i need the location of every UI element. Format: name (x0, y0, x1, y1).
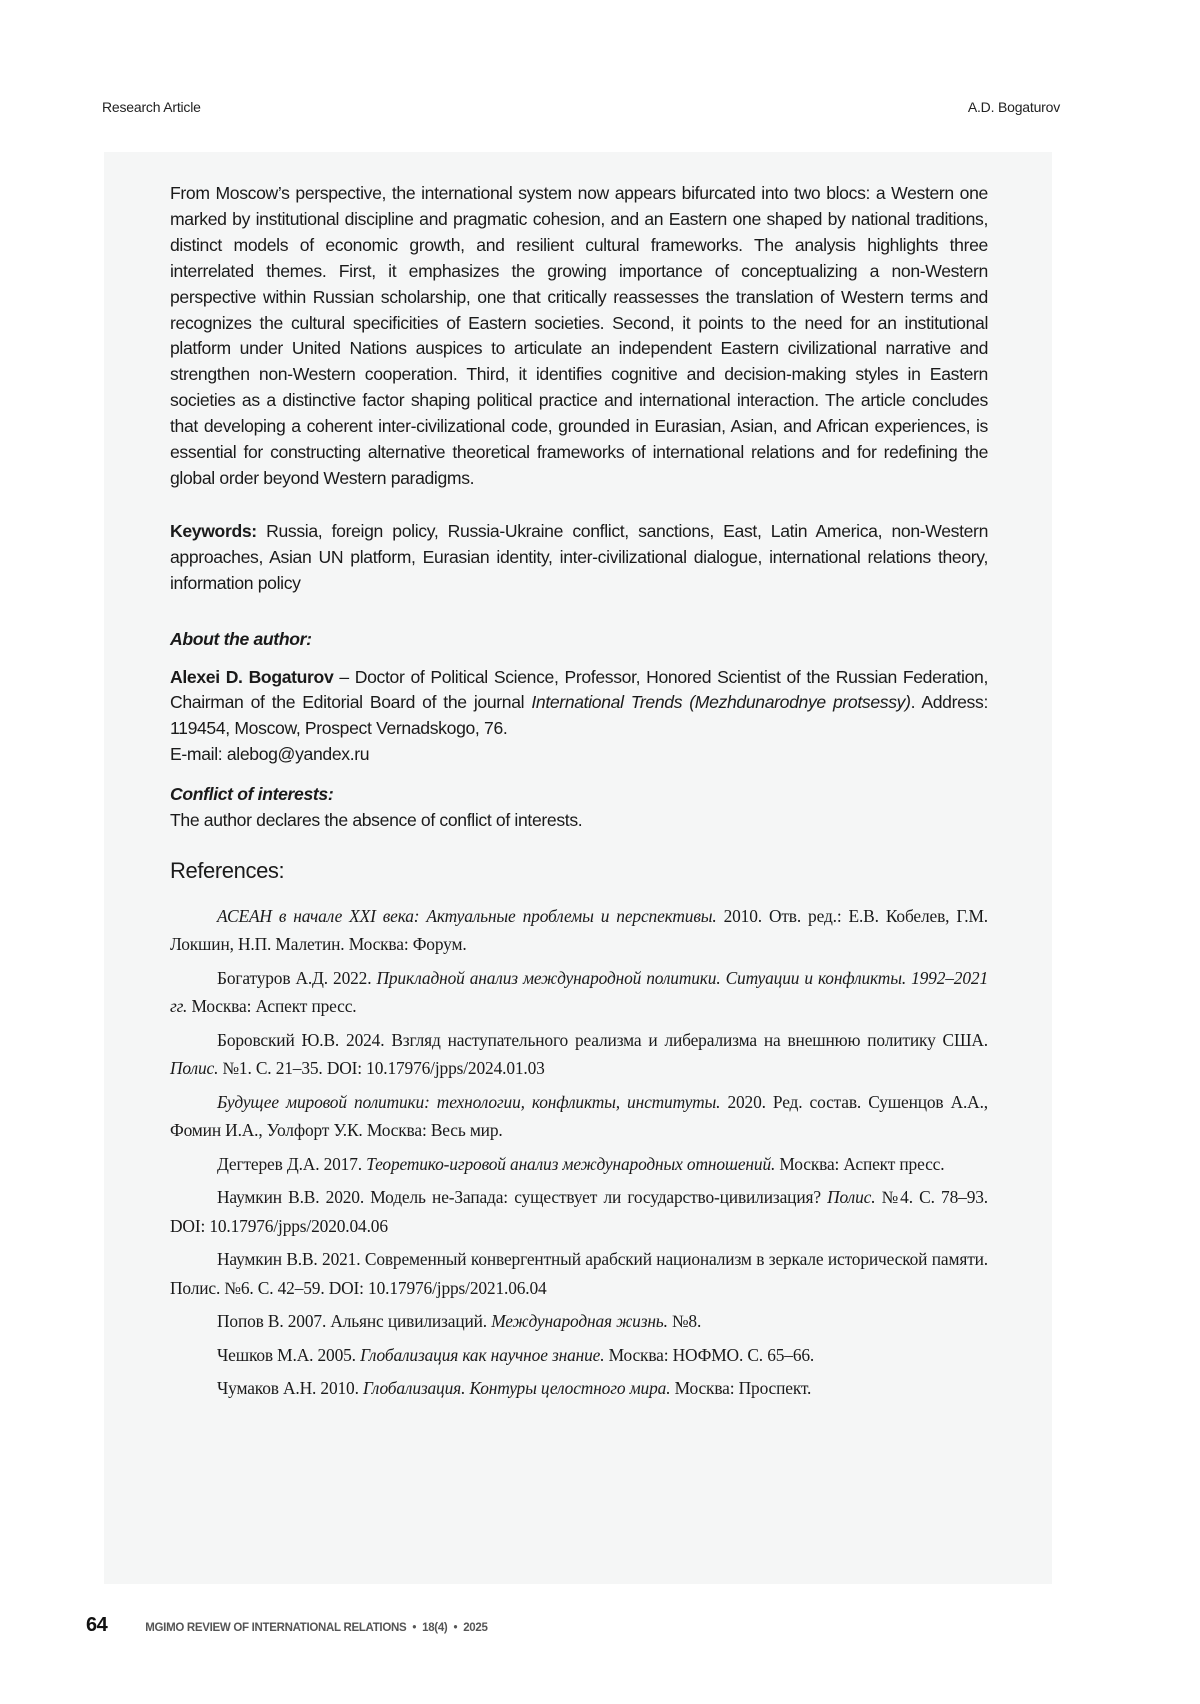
ref-text: Богатуров А.Д. 2022. (217, 967, 377, 988)
ref-title: Международная жизнь. (491, 1311, 668, 1332)
ref-text: Москва: НОФМО. С. 65–66. (604, 1344, 815, 1365)
reference-item (170, 902, 988, 959)
separator: • (453, 1622, 458, 1634)
references-list (170, 902, 988, 1403)
reference-item (170, 964, 988, 1021)
author-desc: – Doctor of Political Science, Professor, Honored Scientist of the Russian Federation, Chairman of the Editorial Board of the journal (170, 666, 989, 713)
journal-title-text: MGIMO REVIEW OF INTERNATIONAL RELATIONS (145, 1622, 407, 1634)
ref-title: Прикладной анализ международной политики. Ситуации и конфликты. 1992–2021 гг. (170, 967, 988, 1017)
ref-title: Полис. (170, 1058, 219, 1079)
ref-text: 2010. Отв. ред.: Е.В. Кобелев, Г.М. Локшин, Н.П. Малетин. Москва: Форум. (170, 905, 988, 955)
journal-name (145, 1622, 487, 1634)
keywords-label: Keywords: (170, 520, 257, 541)
reference-item (170, 1245, 988, 1302)
article-content (170, 181, 988, 1408)
about-author-heading: About the author: (170, 628, 312, 649)
author-name: Alexei D. Bogaturov (170, 666, 334, 687)
ref-text: Москва: Проспект. (670, 1378, 812, 1399)
ref-text: Дегтерев Д.А. 2017. (217, 1153, 367, 1174)
ref-text: Попов В. 2007. Альянс цивилизаций. (217, 1311, 492, 1332)
ref-text: Москва: Аспект пресс. (775, 1153, 945, 1174)
ref-text: Москва: Аспект пресс. (187, 996, 357, 1017)
ref-text: Наумкин В.В. 2020. Модель не-Запада: существует ли государство-цивилизация? (217, 1187, 828, 1208)
reference-item (170, 1307, 988, 1336)
ref-text: №1. С. 21–35. DOI: 10.17976/jpps/2024.01.03 (218, 1058, 545, 1079)
author-address: . Address: 119454, Moscow, Prospect Vernadskogo, 76. (170, 692, 988, 739)
ref-text: Наумкин В.В. 2021. Современный конвергентный арабский национализм в зеркале исторической памяти. Полис. №6. С. 42–59. DOI: 10.17976/jpps/2021.06.04 (170, 1249, 988, 1298)
reference-item (170, 1341, 988, 1370)
conflict-heading: Conflict of interests: (170, 784, 334, 805)
page-number: 64 (86, 1614, 108, 1636)
ref-title: Будущее мировой политики: технологии, конфликты, институты. (217, 1091, 721, 1112)
ref-text: 2020. Ред. состав. Сушенцов А.А., Фомин И.А., Уолфорт У.К. Москва: Весь мир. (170, 1091, 988, 1141)
ref-title: Глобализация. Контуры целостного мира. (362, 1378, 671, 1399)
ref-text: Чумаков А.Н. 2010. (217, 1378, 363, 1399)
keywords-list: Russia, foreign policy, Russia-Ukraine conflict, sanctions, East, Latin America, non-Western approaches, Asian UN platform, Eurasian identity, inter-civilizational dialogue, international relations theory, information policy (170, 520, 988, 593)
abstract-text: From Moscow’s perspective, the international system now appears bifurcated into two blocs: a Western one marked by institutional discipline and pragmatic cohesion, and an Eastern one shaped by national traditions, distinct models of economic growth, and resilient cultural frameworks. The analysis highlights three interrelated themes. First, it emphasizes the growing importance of conceptualizing a non-Western perspective within Russian scholarship, one that critically reassesses the translation of Western terms and recognizes the cultural specificities of Eastern societies. Second, it points to the need for an institutional platform under United Nations auspices to articulate an independent Eastern civilizational narrative and strengthen non-Western cooperation. Third, it identifies cognitive and decision-making styles in Eastern societies as a distinctive factor shaping political practice and international interaction. The article concludes that developing a coherent inter-civilizational code, grounded in Eurasian, Asian, and African experiences, is essential for constructing alternative theoretical frameworks of international relations and for redefining the global order beyond Western paradigms. (170, 183, 988, 488)
keywords (170, 519, 988, 597)
reference-item (170, 1150, 988, 1179)
ref-text: Боровский Ю.В. 2024. Взгляд наступательного реализма и либерализма на внешнюю политику США. (217, 1029, 988, 1050)
separator: • (412, 1622, 417, 1634)
ref-title: Теоретико-игровой анализ международных отношений. (366, 1153, 776, 1174)
reference-item (170, 1026, 988, 1083)
ref-title: Глобализация как научное знание. (360, 1344, 605, 1365)
ref-title: Полис. (827, 1187, 876, 1208)
running-head-author: A.D. Bogaturov (967, 99, 1060, 115)
running-head-section: Research Article (102, 99, 201, 115)
ref-text: Чешков М.А. 2005. (217, 1344, 361, 1365)
conflict-text: The author declares the absence of conflict of interests. (170, 810, 583, 831)
references-title: References: (170, 857, 285, 883)
ref-title: АСЕАН в начале XXI века: Актуальные проблемы и перспективы. (217, 905, 717, 926)
reference-item (170, 1088, 988, 1145)
page-footer (86, 1614, 488, 1637)
issue-year: 2025 (463, 1622, 488, 1634)
about-author-body (170, 665, 988, 769)
reference-item (170, 1183, 988, 1240)
ref-text: №8. (667, 1311, 702, 1332)
ref-text: №4. С. 78–93. DOI: 10.17976/jpps/2020.04.06 (170, 1187, 988, 1236)
author-email: E-mail: alebog@yandex.ru (170, 744, 370, 765)
journal-title: International Trends (Mezhdunarodnye protsessy) (531, 692, 911, 713)
issue-number: 18(4) (422, 1622, 448, 1634)
reference-item (170, 1374, 988, 1403)
